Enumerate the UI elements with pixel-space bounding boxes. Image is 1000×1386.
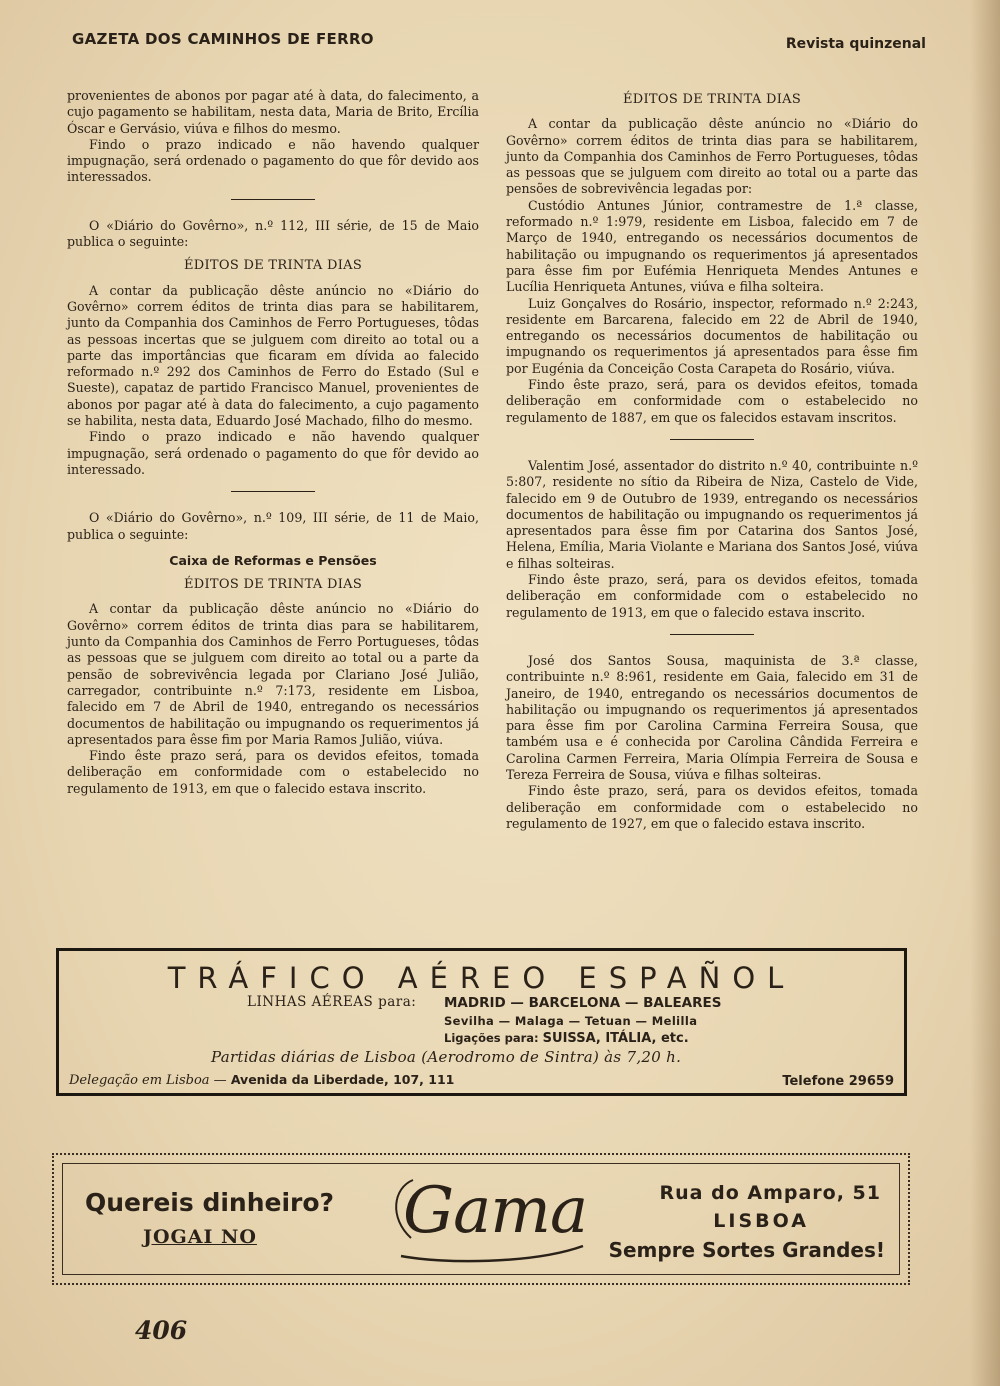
routes-secondary: Sevilha — Malaga — Tetuan — Melilla [444,1014,698,1028]
paragraph: Findo êste prazo, será, para os devidos efeitos, tomada deliberação em conformidade com o estabelecido no regulamento de 1913, em que o falecido estava inscrito. [506,572,918,620]
section-divider [231,491,315,492]
spine-shadow [970,0,1000,1386]
paragraph: Custódio Antunes Júnior, contramestre de 1.ª classe, reformado n.º 1:979, residente em Lisboa, falecido em 7 de Março de 1940, entregando os necessários documentos de habilitação ou impugnando os requerimentos já apresentados para êsse fim por Eufémia Henriqueta Mendes Antunes e Lucília Henriqueta Antunes, viúva e filha solteira. [506,197,918,295]
paragraph: Luiz Gonçalves do Rosário, inspector, reformado n.º 2:243, residente em Barcarena, falecido em 22 de Abril de 1940, entregando os necessários documentos de habilitação ou impugnando os requerimentos já apresentados para êsse fim por Eugénia da Conceição Costa Carapeta do Rosário, viúva. [506,295,918,376]
paragraph: Findo êste prazo, será, para os devidos efeitos, tomada deliberação em conformidade com o estabelecido no regulamento de 1927, em que o falecido estava inscrito. [506,783,918,831]
paragraph: A contar da publicação dêste anúncio no «Diário do Govêrno» correm éditos de trinta dias para se habilitarem, junto da Companhia dos Caminhos de Ferro Portugueses, tôdas as pessoas que se julguem com direito ao total ou a parte das pensões de sobrevivência legadas por: [506,116,918,197]
gama-lottery-advertisement [52,1153,910,1285]
delegation-address: Avenida da Liberdade, 107, 111 [230,1072,455,1087]
departures-note: Partidas diárias de Lisboa (Aerodromo de Sintra) às 7,20 h. [211,1048,682,1066]
routes-label: LINHAS AÉREAS para: [247,994,417,1010]
paragraph: Findo o prazo indicado e não havendo qualquer impugnação, será ordenado o pagamento do que fôr devido aos interessados. [67,136,479,185]
address-line-1: Rua do Amparo, 51 [659,1182,881,1204]
paragraph: A contar da publicação dêste anúncio no «Diário do Govêrno» correm éditos de trinta dias para se habilitarem, junto da Companhia dos Caminhos de Ferro Portugueses, tôdas as pessoas incertas que se julguem com direito ao total ou a parte das importâncias que ficaram em dívida ao falecido reformado n.º 292 dos Caminhos de Ferro do Estado (Sul e Sueste), capataz de partido Francisco Manuel, provenientes de abonos por pagar até à data do falecimento, a cujo pagamento se habilita, nesta data, Eduardo José Machado, filho do mesmo. [67,282,479,429]
paragraph: A contar da publicação dêste anúncio no «Diário do Govêrno» correm éditos de trinta dias para se habilitarem, junto da Companhia dos Caminhos de Ferro Portugueses, tôdas as pessoas que se julguem com direito ao total ou a parte da pensão de sobrevivência legada por Clariano José Julião, carregador, contribuinte n.º 7:173, residente em Lisboa, falecido em 7 de Abril de 1940, entregando os necessários documentos de habilitação ou impugnando os requerimentos já apresentados para êsse fim por Maria Ramos Julião, viúva. [67,601,479,747]
paragraph: O «Diário do Govêrno», n.º 109, III série, de 11 de Maio, publica o seguinte: [67,510,479,542]
delegation [69,1072,454,1088]
ad-title: TRÁFICO AÉREO ESPAÑOL [167,961,796,995]
delegation-label: Delegação em Lisboa — [69,1073,227,1088]
section-divider [231,199,315,200]
telephone: Telefone 29659 [782,1074,894,1089]
paragraph: provenientes de abonos por pagar até à data, do falecimento, a cujo pagamento se habilitam, nesta data, Maria de Brito, Ercília Óscar e Gervásio, viúva e filhos do mesmo. [67,88,479,136]
ad-slogan: Sempre Sortes Grandes! [608,1238,885,1262]
paragraph: Findo êste prazo, será, para os devidos efeitos, tomada deliberação em conformidade com o estabelecido no regulamento de 1887, em que os falecidos estavam inscritos. [506,377,918,425]
trafico-aereo-advertisement [56,948,907,1096]
section-subheading: Caixa de Reformas e Pensões [169,552,377,568]
routes-main: MADRID — BARCELONA — BALEARES [444,995,722,1011]
connections-list: SUISSA, ITÁLIA, etc. [542,1031,689,1046]
right-column [506,88,918,832]
paragraph: José dos Santos Sousa, maquinista de 3.ª classe, contribuinte n.º 8:961, residente em Gaia, falecido em 31 de Janeiro, de 1940, entregando os necessários documentos de habilitação ou impugnando os requerimentos já apresentados para êsse fim por Carolina Carmina Ferreira Sousa, que também usa e é conhecida por Carolina Cândida Ferreira e Carolina Carmen Ferreira, Maria Olímpia Ferreira de Sousa e Tereza Ferreira de Sousa, viúva e filhas solteiras. [506,652,918,782]
paragraph: Findo êste prazo será, para os devidos efeitos, tomada deliberação em conformidade com o estabelecido no regulamento de 1913, em que o falecido estava inscrito. [67,748,479,796]
connections [444,1031,689,1046]
section-heading: ÉDITOS DE TRINTA DIAS [183,577,363,593]
gama-logo: Gama [403,1174,588,1248]
ad-call-to-action: JOGAI NO [143,1226,257,1248]
connections-label: Ligações para: [444,1031,539,1045]
section-heading: ÉDITOS DE TRINTA DIAS [183,258,363,274]
section-divider [670,439,754,440]
left-column [67,88,479,797]
journal-subtitle: Revista quinzenal [785,36,926,52]
section-heading: ÉDITOS DE TRINTA DIAS [622,92,802,107]
page-number: 406 [135,1316,188,1345]
ad-inner-frame [62,1163,900,1275]
paragraph: Findo o prazo indicado e não havendo qualquer impugnação, será ordenado o pagamento do que fôr devido ao interessado. [67,429,479,477]
paragraph: O «Diário do Govêrno», n.º 112, III série, de 15 de Maio publica o seguinte: [67,217,479,250]
ad-question: Quereis dinheiro? [85,1188,335,1217]
journal-title: GAZETA DOS CAMINHOS DE FERRO [72,30,374,48]
address-line-2: LISBOA [713,1210,809,1232]
section-divider [670,634,754,635]
paragraph: Valentim José, assentador do distrito n.º 40, contribuinte n.º 5:807, residente no sítio da Ribeira de Niza, Castelo de Vide, falecido em 9 de Outubro de 1939, entregando os necessários documentos de habilitação ou impugnando os requerimentos já apresentados para êsse fim por Catarina dos Santos José, Helena, Emília, Maria Violante e Mariana dos Santos José, viúva e filhas solteiras. [506,457,918,571]
